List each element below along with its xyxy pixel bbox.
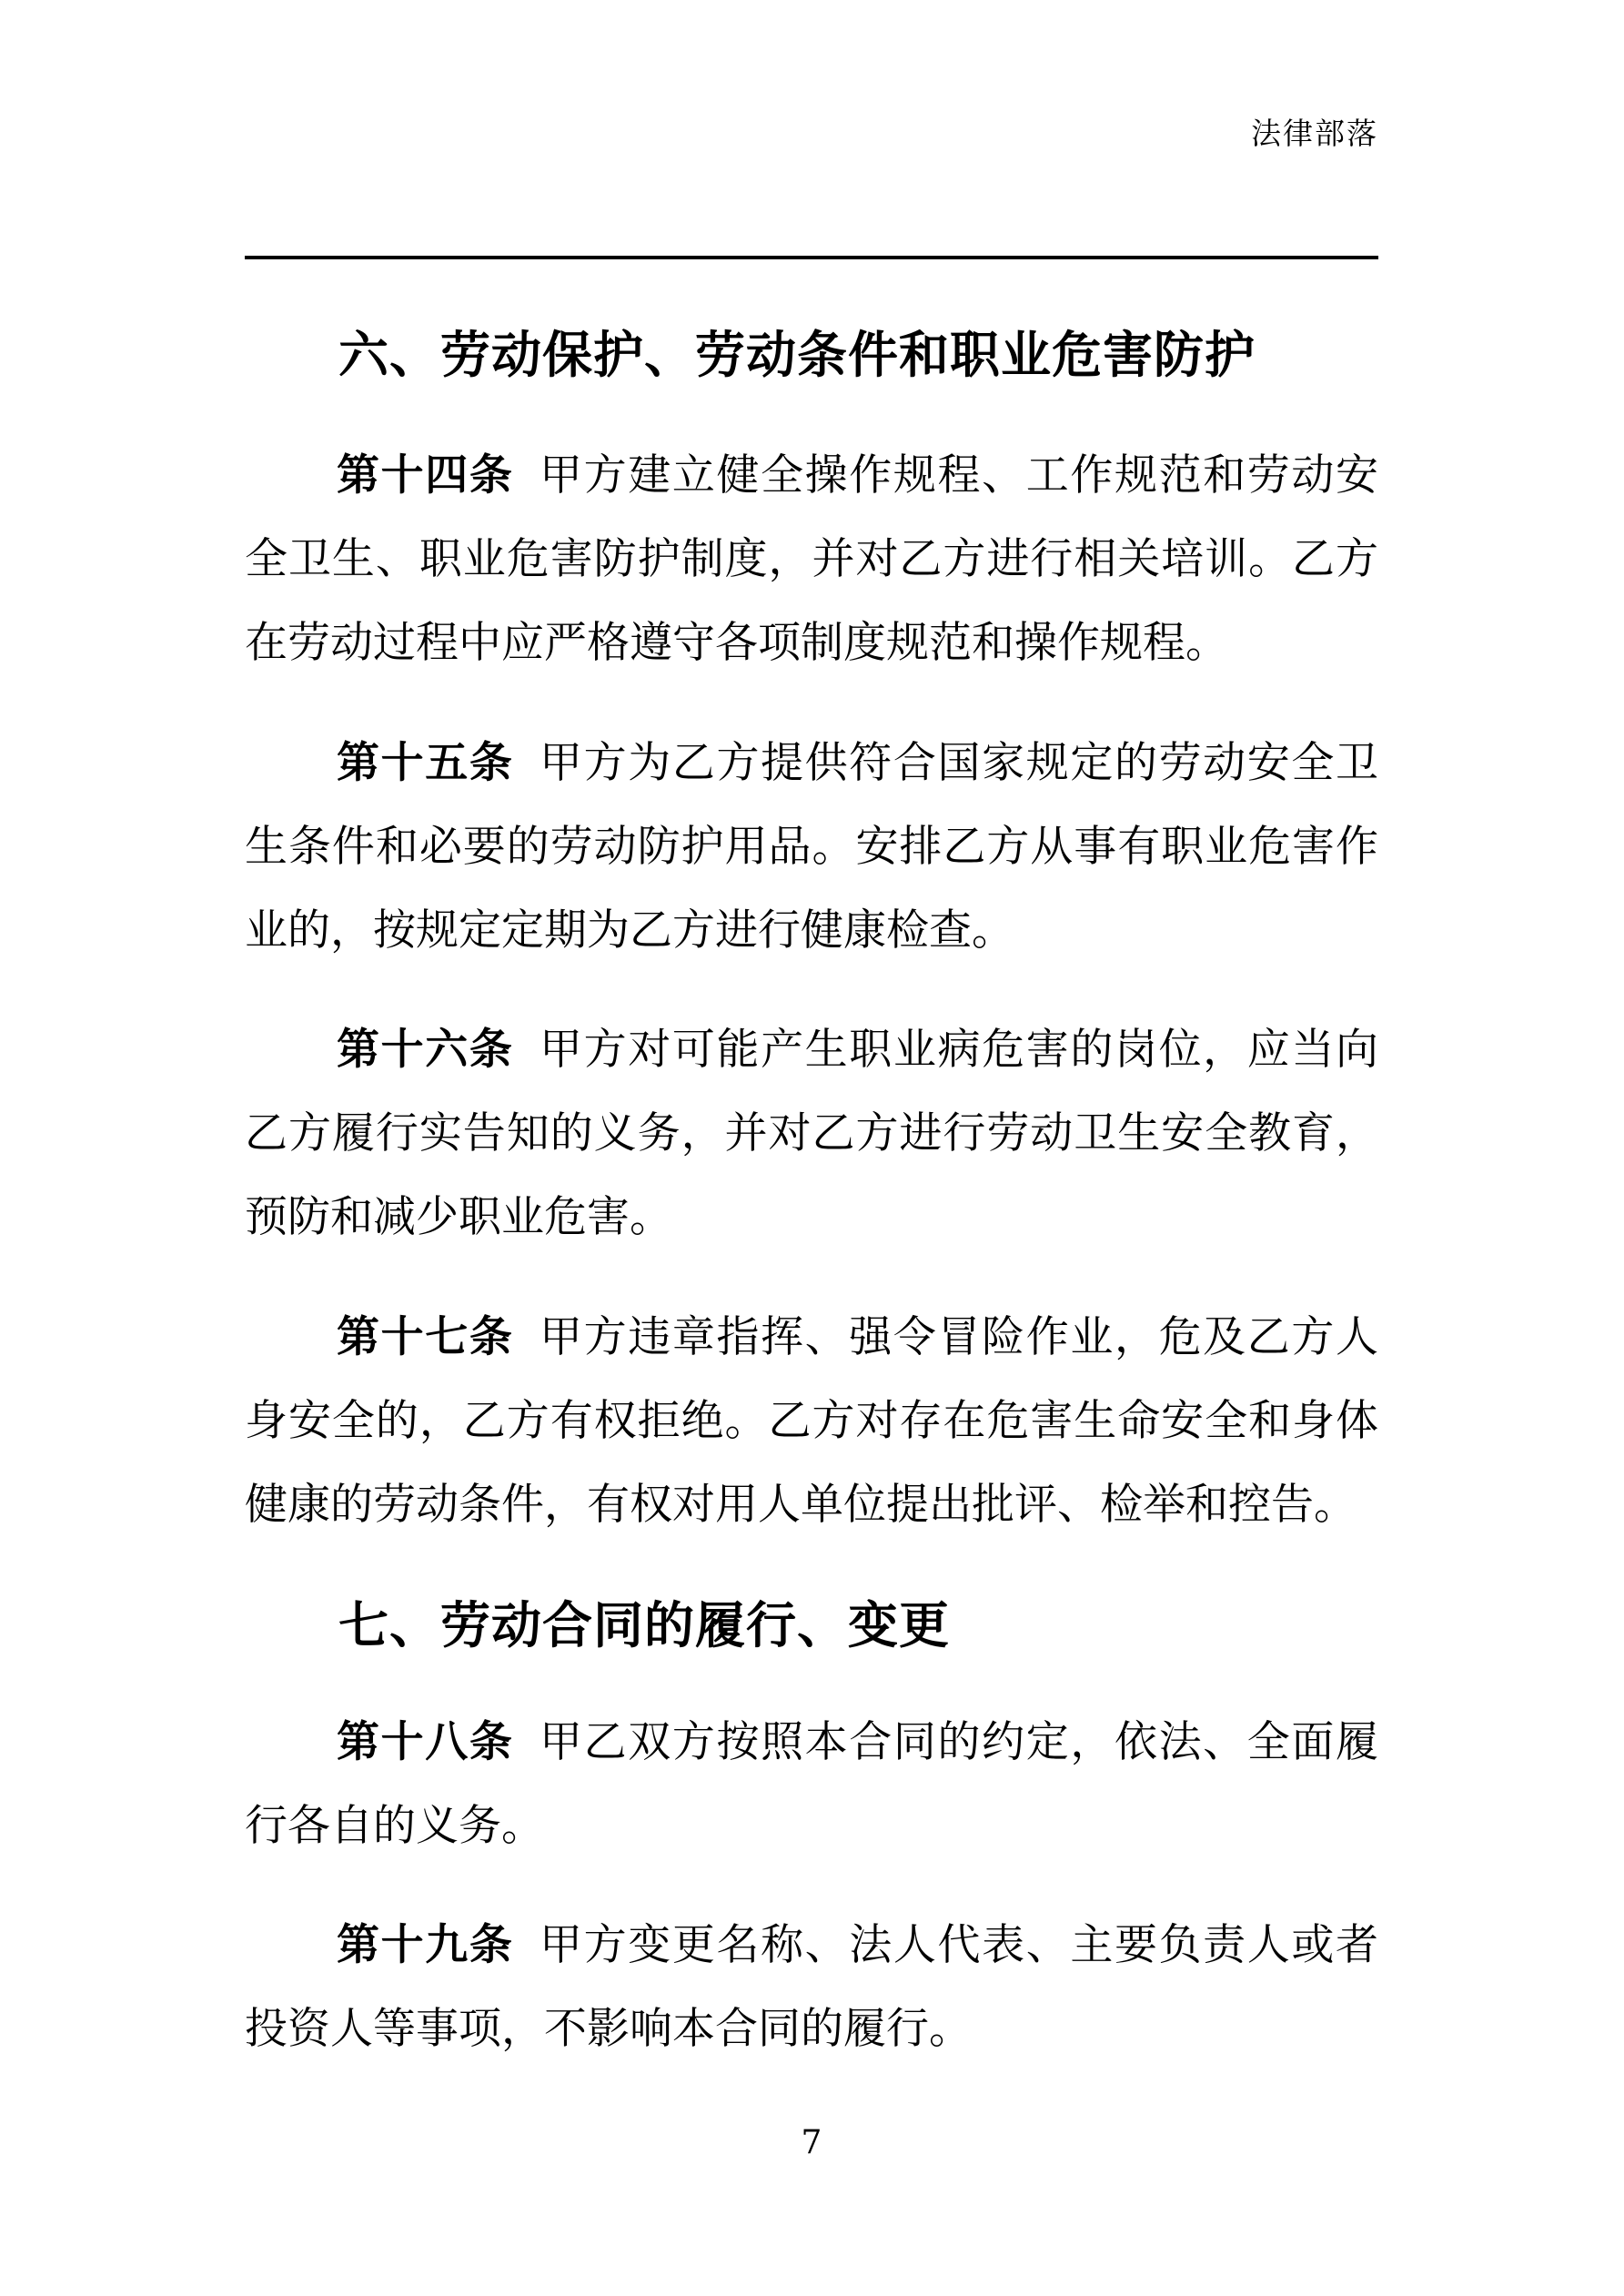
section-heading-seven: 七、劳动合同的履行、变更 [338,1595,951,1654]
article-label: 第十七条 [337,1312,514,1362]
contract-article [245,1701,1378,1868]
contract-article [245,1904,1378,2071]
article-label: 第十六条 [337,1025,514,1075]
article-label: 第十八条 [337,1717,514,1767]
page-footer [245,2123,1378,2163]
article-text: 甲乙双方按照本合同的约定，依法、全面履行各自的义务。 [245,1717,1379,1851]
article-label: 第十四条 [337,450,514,501]
contract-article [245,434,1378,685]
section-heading-six: 六、劳动保护、劳动条件和职业危害防护 [338,325,1256,384]
page-number: 7 [801,2124,822,2161]
article-text: 甲方违章指挥、强令冒险作业，危及乙方人身安全的，乙方有权拒绝。乙方对存在危害生命安全和身体健康的劳动条件，有权对用人单位提出批评、检举和控告。 [245,1312,1379,1530]
brand-text: 法律部落 [1251,116,1378,151]
contract-article [245,1296,1378,1547]
article-text: 甲方建立健全操作规程、工作规范和劳动安全卫生、职业危害防护制度，并对乙方进行相关培训。乙方在劳动过程中应严格遵守各项制度规范和操作规程。 [245,450,1379,668]
article-label: 第十五条 [337,738,514,788]
page-header [245,0,1378,150]
contract-article [245,1008,1378,1259]
contract-article [245,722,1378,973]
article-text: 甲方为乙方提供符合国家规定的劳动安全卫生条件和必要的劳动防护用品。安排乙方从事有职业危害作业的，按规定定期为乙方进行健康检查。 [245,738,1379,956]
header-divider-line [245,256,1378,259]
article-text: 甲方对可能产生职业病危害的岗位，应当向乙方履行实告知的义务，并对乙方进行劳动卫生安全教育，预防和减少职业危害。 [245,1025,1379,1242]
article-text: 甲方变更名称、法人代表、主要负责人或者投资人等事项，不影响本合同的履行。 [245,1920,1379,2054]
article-label: 第十九条 [337,1920,514,1970]
